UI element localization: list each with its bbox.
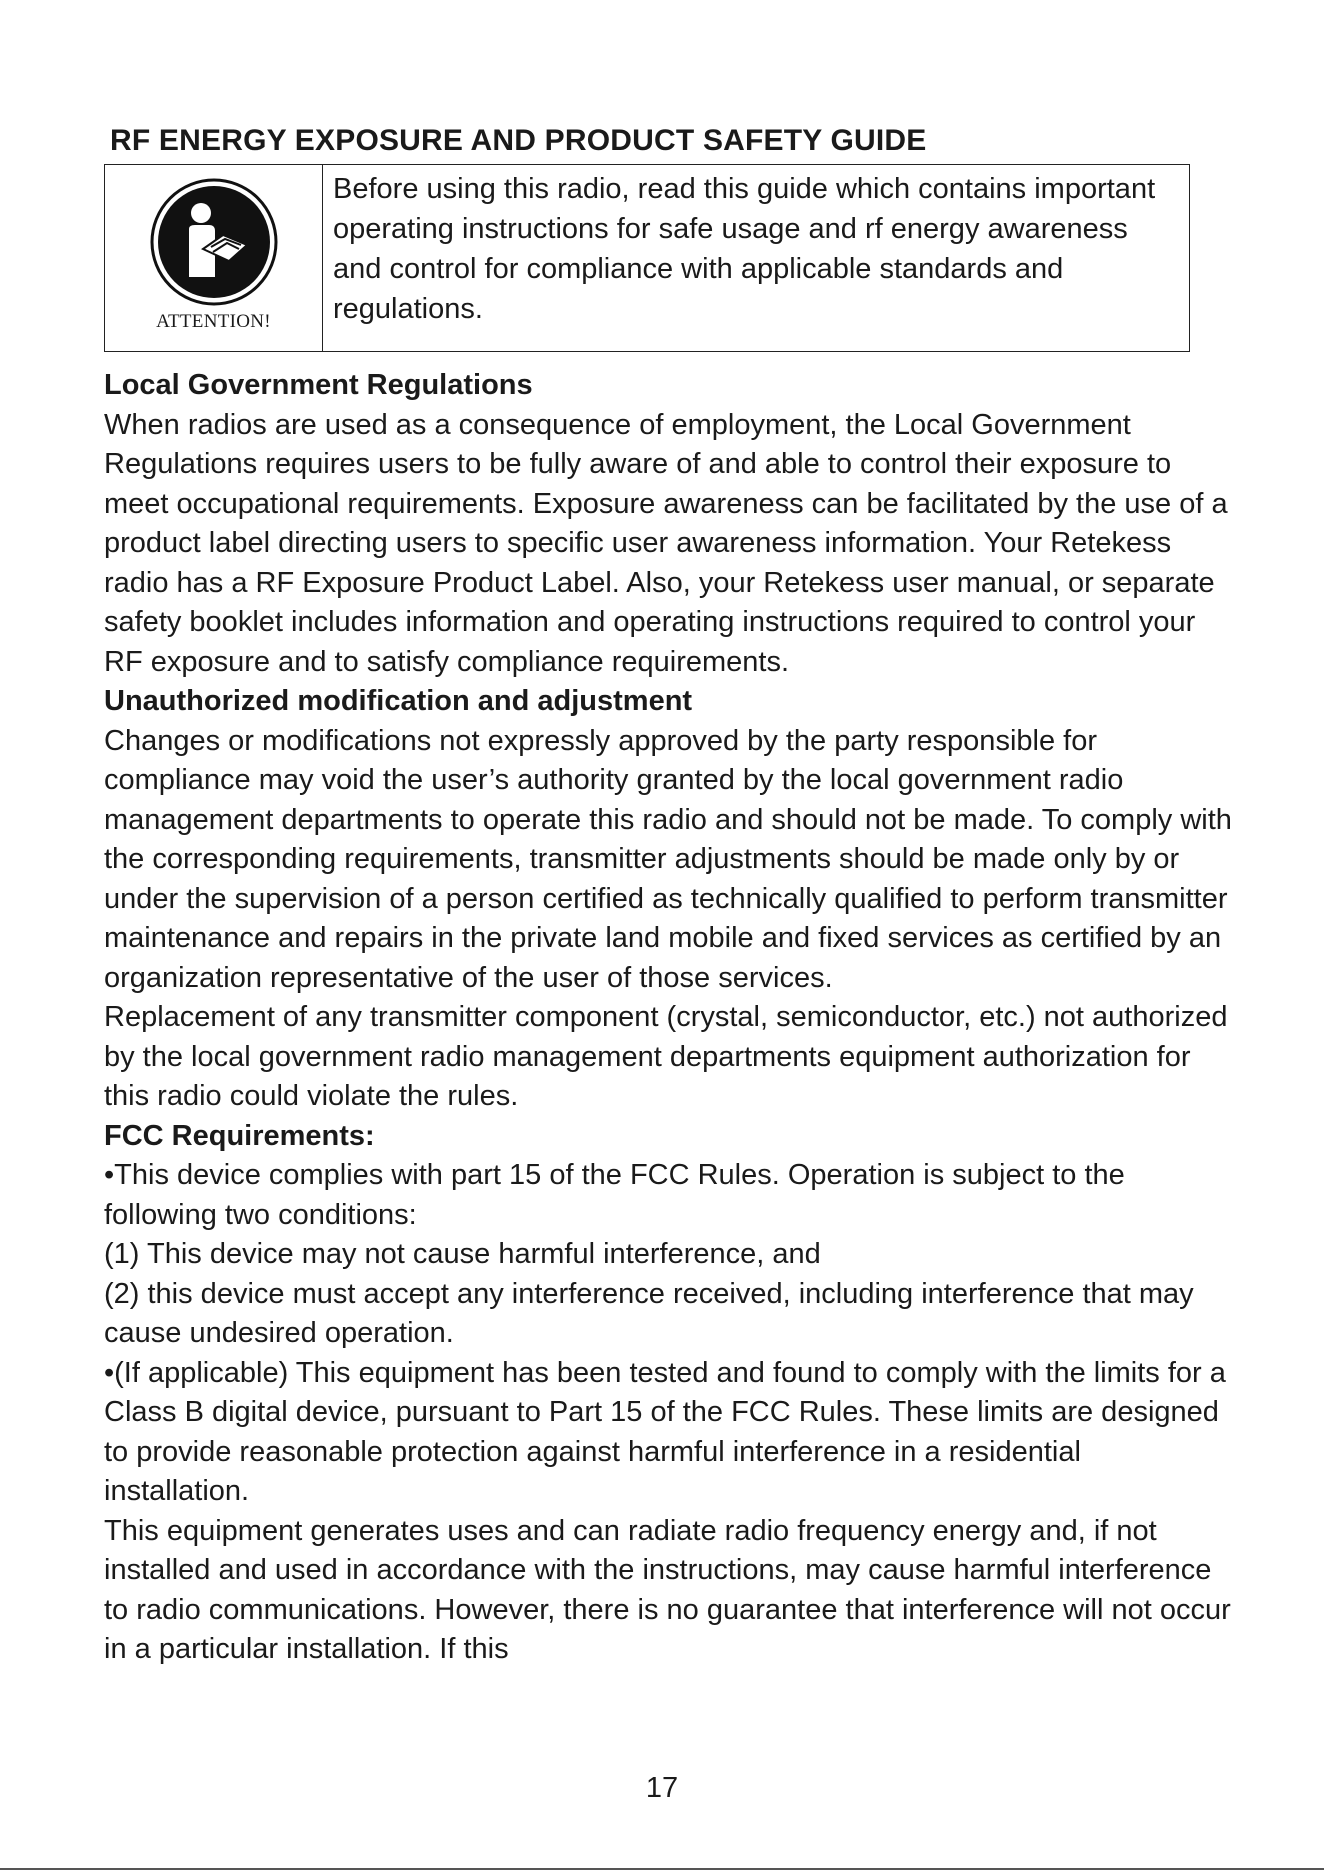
section-heading: Local Government Regulations [104, 369, 533, 401]
section-local-government [104, 366, 1234, 682]
paragraph: Replacement of any transmitter component (crystal, semiconductor, etc.) not authorized by the local government radio management departments equipment authorization for this radio could violate the rules. [104, 1001, 1228, 1112]
attention-text: Before using this radio, read this guide which contains important operating instructions for safe usage and rf energy awareness and control for compliance with applicable standards and regulations. [333, 173, 1156, 325]
section-heading: FCC Requirements: [104, 1119, 375, 1152]
bottom-rule [0, 1868, 1324, 1870]
page-title: RF ENERGY EXPOSURE AND PRODUCT SAFETY GUIDE [110, 124, 927, 157]
section-unauthorized-modification [104, 682, 1234, 1117]
paragraph: (2) this device must accept any interference received, including interference that may cause undesired operation. [104, 1277, 1194, 1349]
attention-box [104, 164, 1190, 352]
paragraph: (1) This device may not cause harmful interference, and [104, 1238, 821, 1270]
paragraph: When radios are used as a consequence of employment, the Local Government Regulations requires users to be fully aware of and able to control their exposure to meet occupational requirements. Exposure awareness can be facilitated by the use of a product label directing users to specific user awareness information. Your Retekess radio has a RF Exposure Product Label. Also, your Retekess user manual, or separate safety booklet includes information and operating instructions required to control your RF exposure and to satisfy compliance requirements. [104, 408, 1228, 678]
paragraph: •(If applicable) This equipment has been tested and found to comply with the limits for a Class B digital device, pursuant to Part 15 of the FCC Rules. These limits are designed to provide reasonable protection against harmful interference in a residential installation. [104, 1356, 1226, 1507]
paragraph: •This device complies with part 15 of the FCC Rules. Operation is subject to the following two conditions: [104, 1159, 1125, 1231]
manual-reading-icon [149, 177, 279, 307]
section-fcc-requirements [104, 1117, 1234, 1670]
paragraph: Changes or modifications not expressly approved by the party responsible for compliance may void the user’s authority granted by the local government radio management departments to operate this radio and should not be made. To comply with the corresponding requirements, transmitter adjustments should be made only by or under the supervision of a person certified as technically qualified to perform transmitter maintenance and repairs in the private land mobile and fixed services as certified by an organization representative of the user of those services. [104, 724, 1232, 994]
attention-label: ATTENTION! [156, 311, 271, 332]
section-heading: Unauthorized modification and adjustment [104, 685, 693, 717]
page-number: 17 [645, 1772, 679, 1804]
document-page [104, 120, 1234, 1670]
paragraph: This equipment generates uses and can radiate radio frequency energy and, if not installed and used in accordance with the instructions, may cause harmful interference to radio communications. However, there is no guarantee that interference will not occur in a particular installation. If this [104, 1514, 1231, 1665]
attention-icon-cell [105, 165, 323, 351]
